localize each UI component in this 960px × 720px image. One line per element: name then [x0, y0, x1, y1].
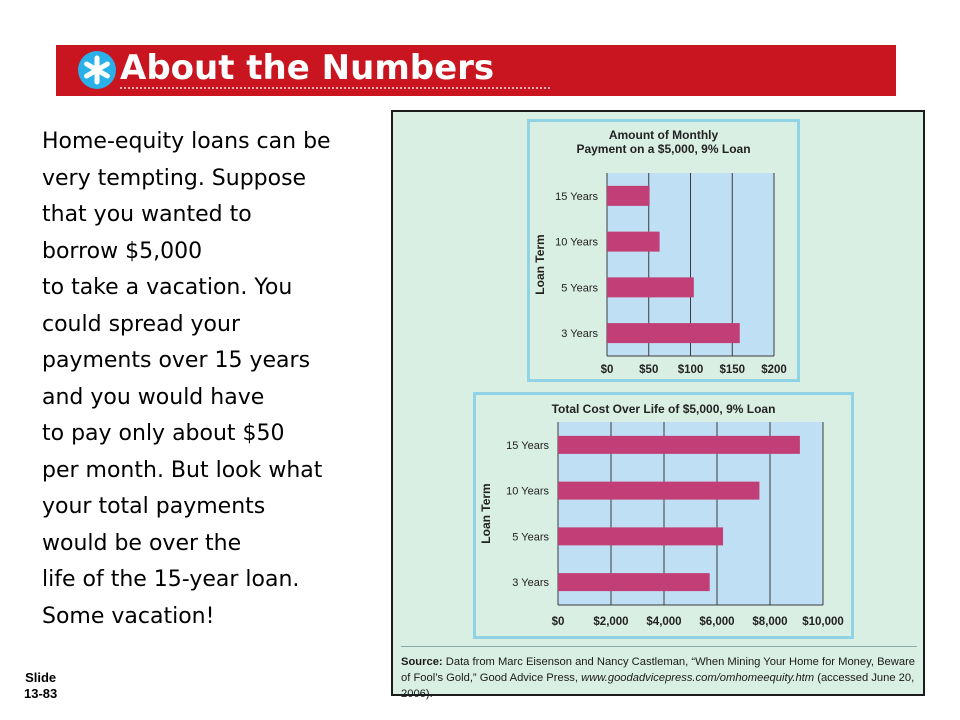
body-text-line: borrow $5,000 — [42, 238, 203, 264]
slide-label: Slide — [25, 670, 57, 685]
category-label: 3 Years — [512, 577, 549, 590]
bar — [607, 323, 740, 343]
body-text-line: that you wanted to — [42, 202, 252, 227]
bar — [558, 482, 759, 500]
figure-panel — [391, 110, 925, 700]
body-text-line: and you would have — [42, 384, 265, 410]
banner-title: About the Numbers — [120, 48, 495, 88]
y-axis-title: Loan Term — [533, 234, 547, 295]
body-text-line: Home-equity loans can be — [42, 129, 331, 154]
x-tick-label: $50 — [639, 364, 659, 376]
body-text-line: very tempting. Suppose — [42, 165, 307, 191]
x-tick-label: $10,000 — [802, 616, 844, 628]
body-text-line: your total payments — [42, 494, 266, 519]
category-label: 5 Years — [561, 282, 598, 295]
x-tick-label: $6,000 — [699, 616, 735, 628]
x-tick-label: $4,000 — [646, 616, 682, 628]
bar — [607, 232, 660, 252]
body-text-line: to take a vacation. You — [42, 275, 293, 300]
body-text-line: could spread your — [42, 311, 240, 337]
y-axis-title: Loan Term — [479, 483, 493, 544]
bar — [607, 277, 694, 297]
slide-number-value: 13-83 — [24, 686, 58, 701]
body-text-line: Some vacation! — [42, 603, 215, 629]
monthly-payment-chart — [527, 119, 800, 382]
body-text-line: to pay only about $50 — [42, 421, 285, 446]
body-text-line: would be over the — [42, 530, 242, 556]
category-label: 5 Years — [512, 531, 549, 544]
source-divider — [401, 646, 917, 647]
x-tick-label: $200 — [761, 364, 787, 376]
x-tick-label: $2,000 — [593, 616, 629, 628]
source-url: www.goodadvicepress.com/omhomeequity.htm — [581, 672, 815, 684]
chart-title-line: Total Cost Over Life of $5,000, 9% Loan — [551, 402, 776, 416]
category-label: 3 Years — [561, 328, 598, 341]
banner-dotted-rule — [120, 87, 550, 91]
x-tick-label: $8,000 — [752, 616, 788, 628]
chart-title-line: Payment on a $5,000, 9% Loan — [576, 142, 751, 156]
bar — [558, 436, 800, 454]
bar — [558, 527, 723, 545]
x-tick-label: $0 — [600, 364, 614, 376]
category-label: 15 Years — [555, 190, 598, 203]
category-label: 15 Years — [506, 439, 549, 452]
bar — [607, 186, 650, 206]
category-label: 10 Years — [506, 485, 549, 498]
source-text: Data from Marc Eisenson and Nancy Castleman, “When Mining Your Home for Money, Beware of Fool’s Gold,” Good Advice Press, — [401, 656, 916, 684]
body-text — [42, 124, 382, 635]
x-tick-label: $100 — [677, 364, 704, 376]
source-accessed: (accessed June 20, 2006). — [401, 672, 915, 700]
source-note — [401, 654, 921, 702]
total-cost-chart — [473, 392, 854, 639]
slide-number — [24, 670, 57, 702]
body-text-line: payments over 15 years — [42, 348, 311, 373]
total-cost-plot — [476, 395, 851, 636]
body-text-line: per month. But look what — [42, 457, 323, 483]
chart-title-line: Amount of Monthly — [608, 128, 719, 142]
body-text-line: life of the 15-year loan. — [42, 567, 300, 592]
bar — [558, 573, 710, 591]
asterisk-icon — [78, 51, 116, 89]
source-label: Source: — [401, 656, 443, 668]
title-banner — [56, 45, 896, 96]
monthly-payment-plot — [530, 122, 797, 379]
category-label: 10 Years — [555, 236, 598, 249]
x-tick-label: $0 — [551, 616, 565, 628]
x-tick-label: $150 — [719, 364, 746, 376]
